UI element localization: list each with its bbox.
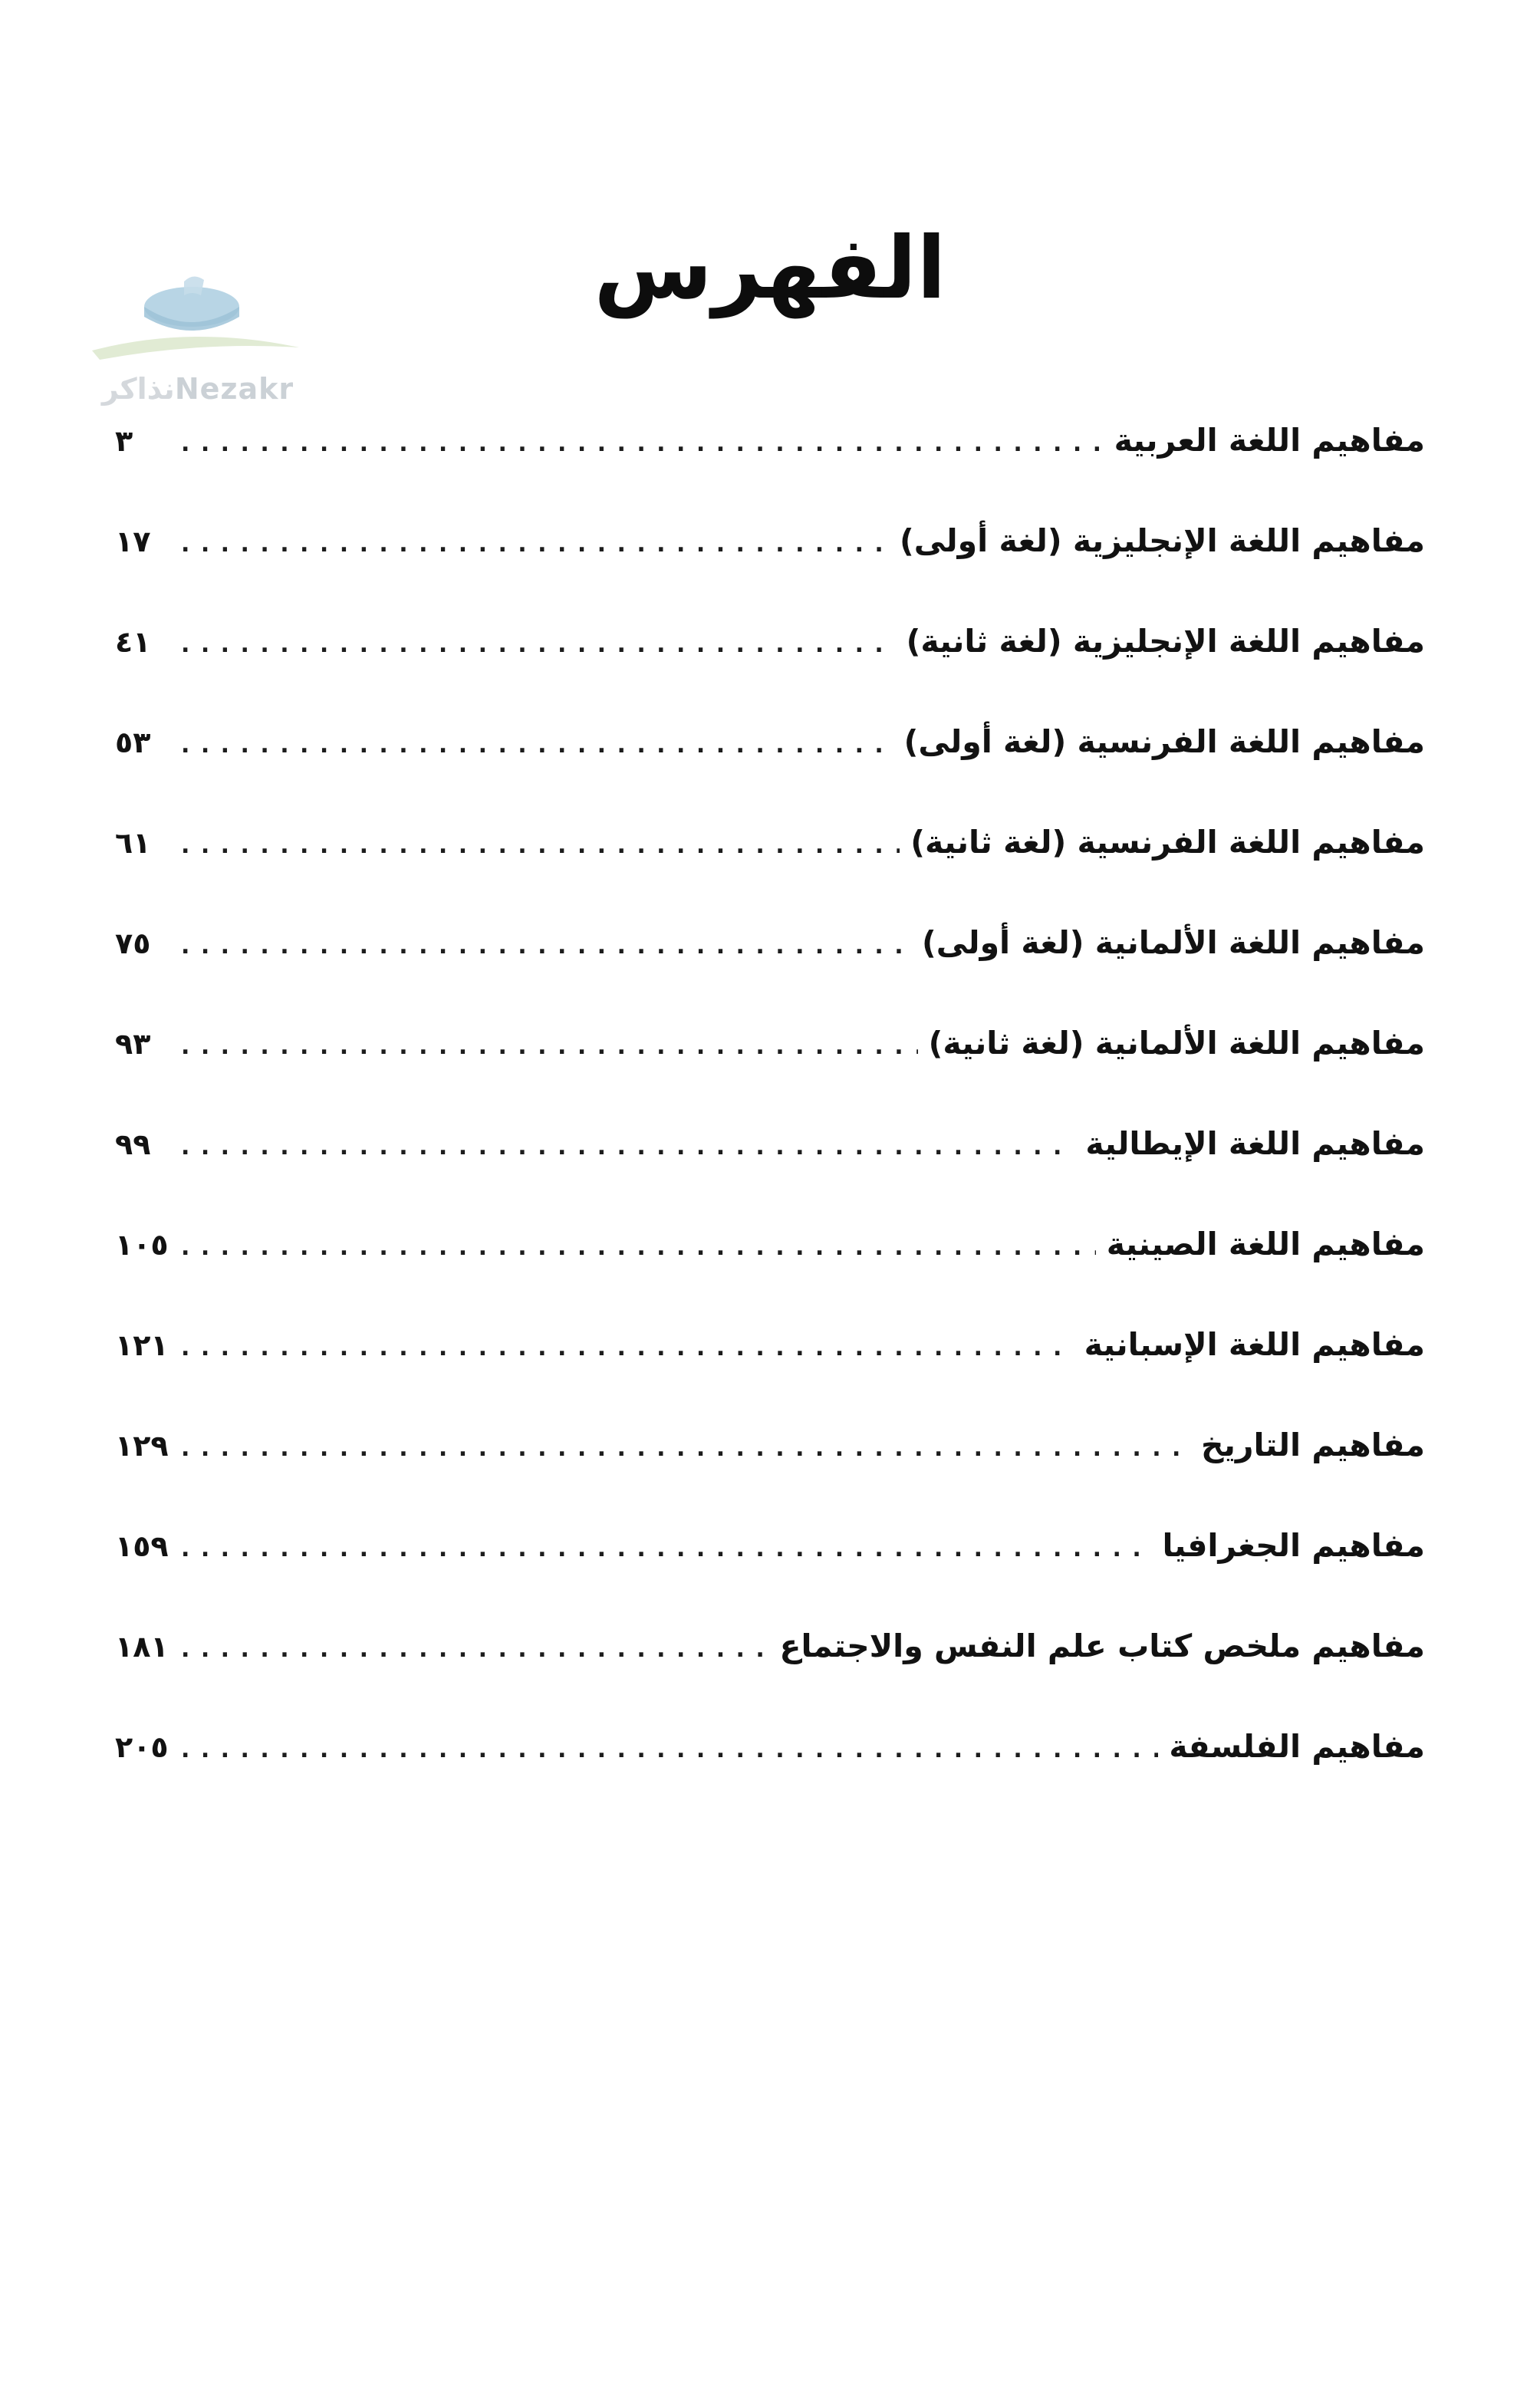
toc-entry [115,1326,1425,1427]
toc-entry-page: ٢٠٥ [115,1730,169,1764]
dot-leader [181,1234,1096,1261]
toc-entry [115,422,1425,522]
logo-mark-icon [69,265,322,372]
toc-entry-label: مفاهيم اللغة الإيطالية [1085,1125,1425,1162]
toc-entry-label: مفاهيم اللغة الصينية [1106,1226,1425,1262]
toc-entry-label: مفاهيم التاريخ [1200,1427,1425,1463]
dot-leader [181,933,911,960]
toc-entry-page: ٤١ [115,625,151,659]
toc-entry-page: ١٥٩ [115,1529,169,1563]
toc-entry-page: ٦١ [115,826,151,860]
toc-list [115,422,1425,1828]
page-title: الفهرس [594,219,946,318]
toc-page [0,219,1540,2393]
dot-leader [181,1335,1074,1361]
toc-entry-page: ١٢٩ [115,1429,169,1463]
toc-entry-label: مفاهيم اللغة الألمانية (لغة ثانية) [928,1025,1425,1062]
toc-entry-label: مفاهيم الجغرافيا [1162,1527,1425,1564]
dot-leader [181,531,889,558]
toc-entry-label: مفاهيم اللغة الإنجليزية (لغة أولى) [900,522,1425,559]
toc-entry-page: ١٠٥ [115,1228,169,1262]
toc-entry [115,924,1425,1025]
toc-entry [115,824,1425,924]
toc-entry [115,1226,1425,1326]
toc-entry-label: مفاهيم اللغة الفرنسية (لغة أولى) [903,723,1425,760]
toc-entry [115,623,1425,723]
dot-leader [181,1033,918,1060]
toc-entry-label: مفاهيم اللغة الفرنسية (لغة ثانية) [910,824,1425,861]
dot-leader [181,1736,1158,1763]
toc-entry-label: مفاهيم اللغة الإنجليزية (لغة ثانية) [906,623,1425,660]
toc-entry [115,1125,1425,1226]
toc-entry-page: ٩٣ [115,1027,151,1061]
toc-entry-page: ٣ [115,424,133,458]
toc-entry-page: ١٢١ [115,1328,169,1362]
dot-leader [181,732,893,759]
toc-entry-page: ١٨١ [115,1630,169,1664]
dot-leader [181,1636,768,1663]
toc-entry [115,1728,1425,1828]
toc-entry [115,1427,1425,1527]
logo-text-arabic: نذاكر [101,372,175,406]
toc-entry-page: ٧٥ [115,927,151,960]
toc-entry-page: ٥٣ [115,726,151,759]
toc-entry-label: مفاهيم اللغة الإسبانية [1084,1326,1425,1363]
toc-entry [115,1025,1425,1125]
dot-leader [181,430,1104,457]
logo-text [75,372,321,406]
toc-entry [115,1527,1425,1628]
dot-leader [181,832,900,859]
dot-leader [181,631,896,658]
logo-text-english: Nezakr [174,372,295,406]
toc-entry-page: ٩٩ [115,1127,151,1161]
dot-leader [181,1536,1151,1562]
toc-entry-label: مفاهيم ملخص كتاب علم النفس والاجتماع [779,1628,1425,1664]
toc-entry [115,723,1425,824]
nezakr-logo [69,265,322,426]
toc-entry [115,522,1425,623]
dot-leader [181,1134,1074,1160]
toc-entry-label: مفاهيم الفلسفة [1169,1728,1425,1765]
toc-entry-page: ١٧ [115,525,151,558]
dot-leader [181,1435,1190,1462]
toc-entry-label: مفاهيم اللغة العربية [1114,422,1425,459]
toc-entry [115,1628,1425,1728]
toc-entry-label: مفاهيم اللغة الألمانية (لغة أولى) [921,924,1425,961]
